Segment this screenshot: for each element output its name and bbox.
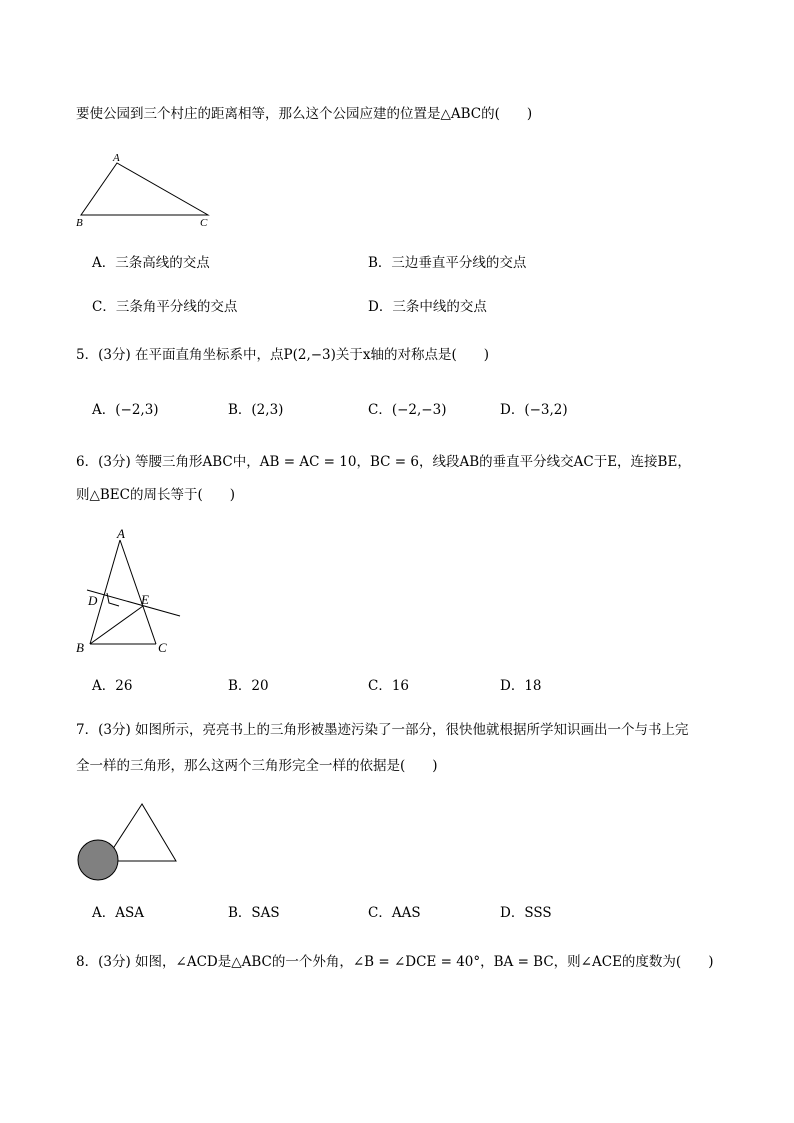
triangle-abc bbox=[81, 163, 208, 215]
q5-option-c[interactable]: C．(−2,−3) bbox=[368, 402, 447, 418]
q4-option-d[interactable]: D．三条中线的交点 bbox=[368, 299, 487, 315]
label-a: A bbox=[117, 528, 125, 541]
right-angle-mark bbox=[107, 593, 119, 606]
perpendicular-bisector bbox=[87, 590, 180, 616]
q6-triangle-figure bbox=[72, 528, 192, 658]
q7-option-b[interactable]: B．SAS bbox=[228, 905, 280, 921]
q4-triangle-figure bbox=[72, 150, 222, 230]
ink-blot bbox=[78, 840, 118, 880]
q4-stem: 要使公园到三个村庄的距离相等，那么这个公园应建的位置是△ABC的( ) bbox=[76, 106, 533, 122]
segment-be bbox=[90, 606, 143, 644]
q4-option-c[interactable]: C．三条角平分线的交点 bbox=[92, 299, 238, 315]
label-c: C bbox=[158, 640, 167, 655]
q6-option-b[interactable]: B．20 bbox=[228, 678, 269, 694]
side-ac bbox=[120, 540, 156, 644]
q6-stem-line2: 则△BEC的周长等于( ) bbox=[76, 487, 236, 503]
q7-option-a[interactable]: A．ASA bbox=[92, 905, 144, 921]
label-e: E bbox=[141, 592, 149, 607]
label-b: B bbox=[76, 640, 84, 655]
q8-stem: 8．(3分) 如图，∠ACD是△ABC的一个外角，∠B = ∠DCE = 40°，BA = BC，则∠ACE的度数为( ) bbox=[76, 954, 714, 970]
q6-option-a[interactable]: A．26 bbox=[92, 678, 133, 694]
label-d: D bbox=[88, 593, 98, 608]
q6-option-c[interactable]: C．16 bbox=[368, 678, 410, 694]
q7-option-c[interactable]: C．AAS bbox=[368, 905, 421, 921]
label-a: A bbox=[113, 152, 120, 164]
q5-stem: 5．(3分) 在平面直角坐标系中，点P(2,−3)关于x轴的对称点是( ) bbox=[76, 347, 490, 363]
q7-option-d[interactable]: D．SSS bbox=[500, 905, 552, 921]
q7-stem-line2: 全一样的三角形，那么这两个三角形完全一样的依据是( ) bbox=[76, 758, 438, 774]
q4-option-a[interactable]: A．三条高线的交点 bbox=[92, 255, 210, 271]
q7-ink-triangle-figure bbox=[72, 800, 192, 890]
q6-stem-line1: 6．(3分) 等腰三角形ABC中，AB = AC = 10，BC = 6，线段AB的垂直平分线交AC于E，连接BE， bbox=[76, 454, 691, 470]
q5-option-b[interactable]: B．(2,3) bbox=[228, 402, 284, 418]
q7-stem-line1: 7．(3分) 如图所示，亮亮书上的三角形被墨迹污染了一部分，很快他就根据所学知识画出一个与书上完 bbox=[76, 722, 689, 738]
q6-option-d[interactable]: D．18 bbox=[500, 678, 542, 694]
q4-option-b[interactable]: B．三边垂直平分线的交点 bbox=[368, 255, 527, 271]
label-c: C bbox=[200, 217, 208, 229]
q5-option-d[interactable]: D．(−3,2) bbox=[500, 402, 568, 418]
q5-option-a[interactable]: A．(−2,3) bbox=[92, 402, 159, 418]
label-b: B bbox=[76, 217, 83, 229]
